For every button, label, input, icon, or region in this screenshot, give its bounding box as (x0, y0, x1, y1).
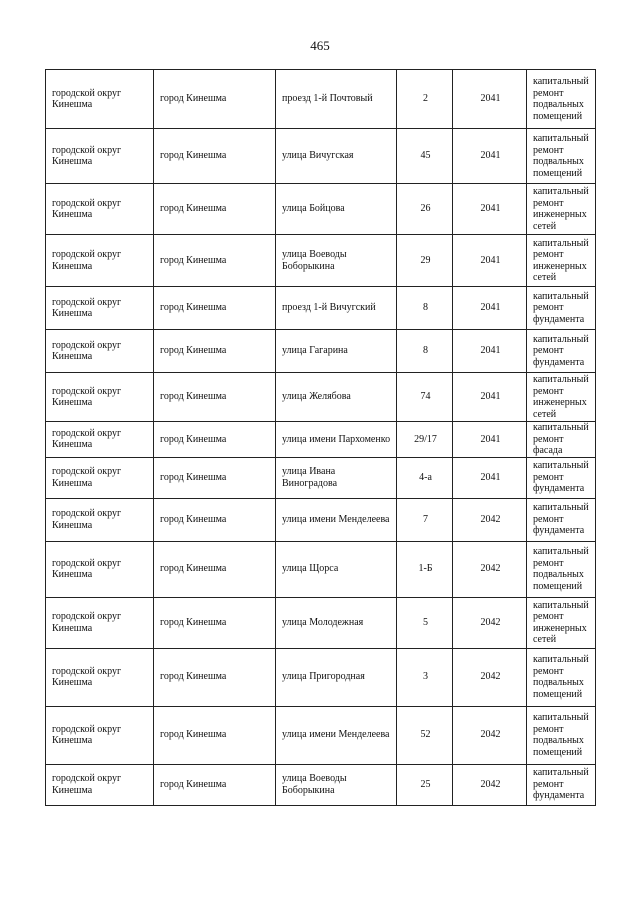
year-cell: 2041 (453, 235, 527, 287)
house-number-cell: 3 (397, 648, 453, 706)
district-cell: городской округ Кинешма (46, 648, 154, 706)
work-type-cell: капитальный ремонт фундамента (527, 287, 596, 330)
year-cell: 2042 (453, 597, 527, 648)
year-cell: 2042 (453, 648, 527, 706)
year-cell: 2042 (453, 541, 527, 597)
settlement-cell: город Кинешма (154, 597, 276, 648)
street-cell: улица имени Менделеева (276, 706, 397, 764)
house-number-cell: 8 (397, 287, 453, 330)
table-row (46, 541, 596, 597)
district-cell: городской округ Кинешма (46, 287, 154, 330)
table-row (46, 422, 596, 458)
year-cell: 2042 (453, 764, 527, 805)
year-cell: 2041 (453, 70, 527, 129)
street-cell: улица Воеводы Боборыкина (276, 235, 397, 287)
street-cell: улица Бойцова (276, 184, 397, 235)
table-row (46, 597, 596, 648)
house-number-cell: 4-а (397, 457, 453, 498)
street-cell: улица Гагарина (276, 330, 397, 373)
settlement-cell: город Кинешма (154, 184, 276, 235)
registry-table (45, 69, 596, 806)
table-row (46, 330, 596, 373)
table-row (46, 70, 596, 129)
table-row (46, 706, 596, 764)
work-type-cell: капитальный ремонт фундамента (527, 457, 596, 498)
settlement-cell: город Кинешма (154, 129, 276, 184)
work-type-cell: капитальный ремонт подвальных помещений (527, 129, 596, 184)
district-cell: городской округ Кинешма (46, 70, 154, 129)
settlement-cell: город Кинешма (154, 287, 276, 330)
work-type-cell: капитальный ремонт фасада (527, 422, 596, 458)
district-cell: городской округ Кинешма (46, 235, 154, 287)
work-type-cell: капитальный ремонт подвальных помещений (527, 541, 596, 597)
house-number-cell: 25 (397, 764, 453, 805)
work-type-cell: капитальный ремонт фундамента (527, 498, 596, 541)
settlement-cell: город Кинешма (154, 648, 276, 706)
district-cell: городской округ Кинешма (46, 422, 154, 458)
street-cell: проезд 1-й Вичугский (276, 287, 397, 330)
house-number-cell: 26 (397, 184, 453, 235)
page-number: 465 (310, 38, 330, 53)
street-cell: улица Желябова (276, 373, 397, 422)
work-type-cell: капитальный ремонт инженерных сетей (527, 373, 596, 422)
district-cell: городской округ Кинешма (46, 373, 154, 422)
settlement-cell: город Кинешма (154, 764, 276, 805)
settlement-cell: город Кинешма (154, 373, 276, 422)
house-number-cell: 52 (397, 706, 453, 764)
table-row (46, 235, 596, 287)
settlement-cell: город Кинешма (154, 457, 276, 498)
street-cell: улица Вичугская (276, 129, 397, 184)
work-type-cell: капитальный ремонт подвальных помещений (527, 648, 596, 706)
street-cell: улица имени Пархоменко (276, 422, 397, 458)
district-cell: городской округ Кинешма (46, 541, 154, 597)
house-number-cell: 1-Б (397, 541, 453, 597)
district-cell: городской округ Кинешма (46, 764, 154, 805)
settlement-cell: город Кинешма (154, 235, 276, 287)
settlement-cell: город Кинешма (154, 330, 276, 373)
street-cell: улица имени Менделеева (276, 498, 397, 541)
year-cell: 2041 (453, 373, 527, 422)
year-cell: 2042 (453, 498, 527, 541)
street-cell: проезд 1-й Почтовый (276, 70, 397, 129)
house-number-cell: 45 (397, 129, 453, 184)
street-cell: улица Пригородная (276, 648, 397, 706)
house-number-cell: 2 (397, 70, 453, 129)
work-type-cell: капитальный ремонт подвальных помещений (527, 70, 596, 129)
house-number-cell: 74 (397, 373, 453, 422)
table-row (46, 373, 596, 422)
street-cell: улица Щорса (276, 541, 397, 597)
district-cell: городской округ Кинешма (46, 129, 154, 184)
house-number-cell: 5 (397, 597, 453, 648)
settlement-cell: город Кинешма (154, 706, 276, 764)
work-type-cell: капитальный ремонт инженерных сетей (527, 597, 596, 648)
settlement-cell: город Кинешма (154, 541, 276, 597)
house-number-cell: 7 (397, 498, 453, 541)
street-cell: улица Воеводы Боборыкина (276, 764, 397, 805)
table-row (46, 287, 596, 330)
year-cell: 2041 (453, 287, 527, 330)
table-row (46, 457, 596, 498)
year-cell: 2041 (453, 129, 527, 184)
street-cell: улица Молодежная (276, 597, 397, 648)
street-cell: улица Ивана Виноградова (276, 457, 397, 498)
year-cell: 2042 (453, 706, 527, 764)
work-type-cell: капитальный ремонт инженерных сетей (527, 235, 596, 287)
year-cell: 2041 (453, 422, 527, 458)
table-row (46, 184, 596, 235)
district-cell: городской округ Кинешма (46, 706, 154, 764)
house-number-cell: 29 (397, 235, 453, 287)
work-type-cell: капитальный ремонт подвальных помещений (527, 706, 596, 764)
year-cell: 2041 (453, 457, 527, 498)
work-type-cell: капитальный ремонт инженерных сетей (527, 184, 596, 235)
district-cell: городской округ Кинешма (46, 597, 154, 648)
district-cell: городской округ Кинешма (46, 457, 154, 498)
district-cell: городской округ Кинешма (46, 184, 154, 235)
table-row (46, 764, 596, 805)
table-row (46, 498, 596, 541)
house-number-cell: 29/17 (397, 422, 453, 458)
work-type-cell: капитальный ремонт фундамента (527, 764, 596, 805)
table-row (46, 129, 596, 184)
table-row (46, 648, 596, 706)
settlement-cell: город Кинешма (154, 498, 276, 541)
settlement-cell: город Кинешма (154, 422, 276, 458)
year-cell: 2041 (453, 184, 527, 235)
district-cell: городской округ Кинешма (46, 498, 154, 541)
district-cell: городской округ Кинешма (46, 330, 154, 373)
work-type-cell: капитальный ремонт фундамента (527, 330, 596, 373)
house-number-cell: 8 (397, 330, 453, 373)
settlement-cell: город Кинешма (154, 70, 276, 129)
year-cell: 2041 (453, 330, 527, 373)
